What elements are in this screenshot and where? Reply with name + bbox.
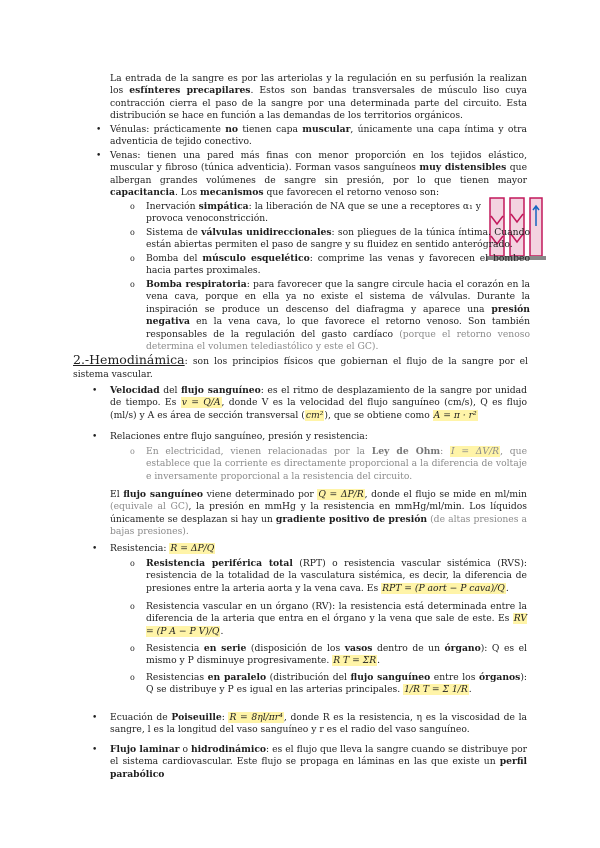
- formula-flow: Q = ΔP/R: [318, 489, 364, 500]
- formula-paralelo: 1/R T = Σ 1/R: [404, 684, 468, 696]
- ley-ohm-item: En electricidad, vienen relacionadas por la Ley de Ohm: I = ΔV/R, que establece que la corriente es directamente proporcional a la diferencia de voltaje e inversamente proporcional a la resistencia del circuito.: [146, 446, 527, 482]
- relaciones-title: Relaciones entre flujo sanguíneo, presión y resistencia:: [110, 431, 368, 442]
- circle-bullet: o: [130, 673, 135, 682]
- intro-bold: esfínteres precapilares: [129, 85, 251, 97]
- section-heading: 2.-Hemodinámica: son los principios físicos que gobiernan el flujo de la sangre por el sistema vascular.: [73, 352, 528, 380]
- bullet-dot: •: [92, 745, 98, 755]
- resistencia-title: Resistencia: R = ΔP/Q: [110, 543, 215, 554]
- bullet-dot: •: [92, 544, 98, 554]
- rpt-item: Resistencia periférica total (RPT) o resistencia vascular sistémica (RVS): resistencia de la totalidad de la vasculatura sistémica, es decir, la diferencia de presiones entre la arteria aorta y la vena cava. Es RPT = (P aort − P cava)/Q.: [146, 558, 527, 594]
- bullet-dot: •: [96, 151, 102, 161]
- formula-rpt: RPT = (P aort − P cava)/Q: [382, 582, 505, 594]
- circle-bullet: o: [130, 202, 135, 211]
- formula-rv: RV = (P A − P V)/Q: [146, 613, 527, 637]
- bullet-dot: •: [96, 125, 102, 135]
- circle-bullet: o: [130, 254, 135, 263]
- venas-item: Venas: tienen una pared más finas con menor proporción en los tejidos elástico, muscular y fibroso (túnica adventicia). Forman vasos sanguíneos muy distensibles que albergan grandes volúmenes de sangre sin presión, por lo que tienen mayor capacitancia. Los mecanismos que favorecen el retorno venoso son:: [110, 150, 528, 199]
- circle-bullet: o: [130, 280, 135, 289]
- rv-item: Resistencia vascular en un órgano (RV): la resistencia está determinada entre la diferencia de la arteria que entra en el órgano y la vena que sale de este. Es RV = (P A − P V)/Q.: [146, 601, 527, 637]
- formula-velocity: v = Q/A: [181, 397, 221, 409]
- circle-bullet: o: [130, 228, 135, 237]
- velocidad-item: Velocidad del flujo sanguíneo: es el ritmo de desplazamiento de la sangre por unidad de tiempo. Es v = Q/A, donde V es la velocidad del flujo sanguíneo (cm/s), Q es flujo (ml/s) y A es área de sección transversal (cm²), que se obtiene como A = π · r²: [110, 385, 528, 421]
- intro-paragraph: La entrada de la sangre es por las arteriolas y la regulación en su perfusión la realizan los esfínteres precapilares. Estos son bandas transversales de músculo liso cuya contracción cierra el paso de la sangre por una determinada parte del circuito. Esta distribución se hace en función a las demandas de los territorios orgánicos.: [110, 73, 527, 122]
- poiseuille-item: Ecuación de Poiseuille: R = 8ηl/πr⁴, donde R es la resistencia, η es la viscosidad de la sangre, l es la longitud del vaso sanguíneo y r es el radio del vaso sanguíneo.: [110, 712, 527, 736]
- venulas-item: Vénulas: prácticamente no tienen capa muscular, únicamente una capa íntima y otra adventicia de tejido conectivo.: [110, 124, 527, 148]
- formula-serie: R T = ΣR: [333, 655, 377, 667]
- formula-area: A = π · r²: [433, 409, 477, 421]
- circle-bullet: o: [130, 602, 135, 611]
- formula-resistance: R = ΔP/Q: [170, 543, 215, 554]
- bullet-dot: •: [92, 713, 98, 723]
- circle-bullet: o: [130, 644, 135, 653]
- bullet-dot: •: [92, 432, 98, 442]
- venas-sub-valvulas: Sistema de válvulas unidireccionales: son pliegues de la túnica íntima. Cuando están abiertas permiten el paso de sangre y su fluidez en sentido anterógrado.: [146, 227, 530, 251]
- circle-bullet: o: [130, 447, 135, 456]
- venas-sub-bomba-respiratoria: Bomba respiratoria: para favorecer que la sangre circule hacia el corazón en la vena cava, porque en ella ya no existe el sistema de válvulas. Durante la inspiración se produce un descenso del diafragma y aparece una presión negativa en la vena cava, lo que favorece el retorno venoso. Son también responsables de la regulación del gasto cardíaco (porque el retorno venoso determina el volumen telediastólico y este el GC).: [146, 279, 530, 353]
- paralelo-item: Resistencias en paralelo (distribución del flujo sanguíneo entre los órganos): Q se distribuye y P es igual en las arterias principales. 1/R T = Σ 1/R.: [146, 672, 527, 696]
- page-title: 2.-Hemodinámica: [73, 352, 185, 367]
- laminar-item: Flujo laminar o hidrodinámico: es el flujo que lleva la sangre cuando se distribuye por el sistema cardiovascular. Este flujo se propaga en láminas en las que existe un perfil parabólico: [110, 744, 527, 780]
- venas-sub-simpatica: Inervación simpática: la liberación de NA que se une a receptores α₁ y provoca venoconstricción.: [146, 201, 481, 225]
- venas-sub-bomba-muscular: Bomba del músculo esquelético: comprime las venas y favorecen el bombeo hacia partes proximales.: [146, 253, 530, 277]
- flujo-paragraph: El flujo sanguíneo viene determinado por Q = ΔP/R, donde el flujo se mide en ml/min (equivale al GC), la presión en mmHg y la resistencia en mmHg/ml/min. Los líquidos únicamente se desplazan si hay un gradiente positivo de presión (de altas presiones a bajas presiones).: [110, 489, 528, 538]
- formula-cm2: cm²: [305, 409, 324, 421]
- formula-poiseuille: R = 8ηl/πr⁴: [229, 712, 283, 723]
- bullet-dot: •: [92, 386, 98, 396]
- circle-bullet: o: [130, 559, 135, 568]
- formula-ohm: I = ΔV/R: [450, 446, 500, 457]
- serie-item: Resistencia en serie (disposición de los vasos dentro de un órgano): Q es el mismo y P disminuye progresivamente. R T = ΣR.: [146, 643, 527, 667]
